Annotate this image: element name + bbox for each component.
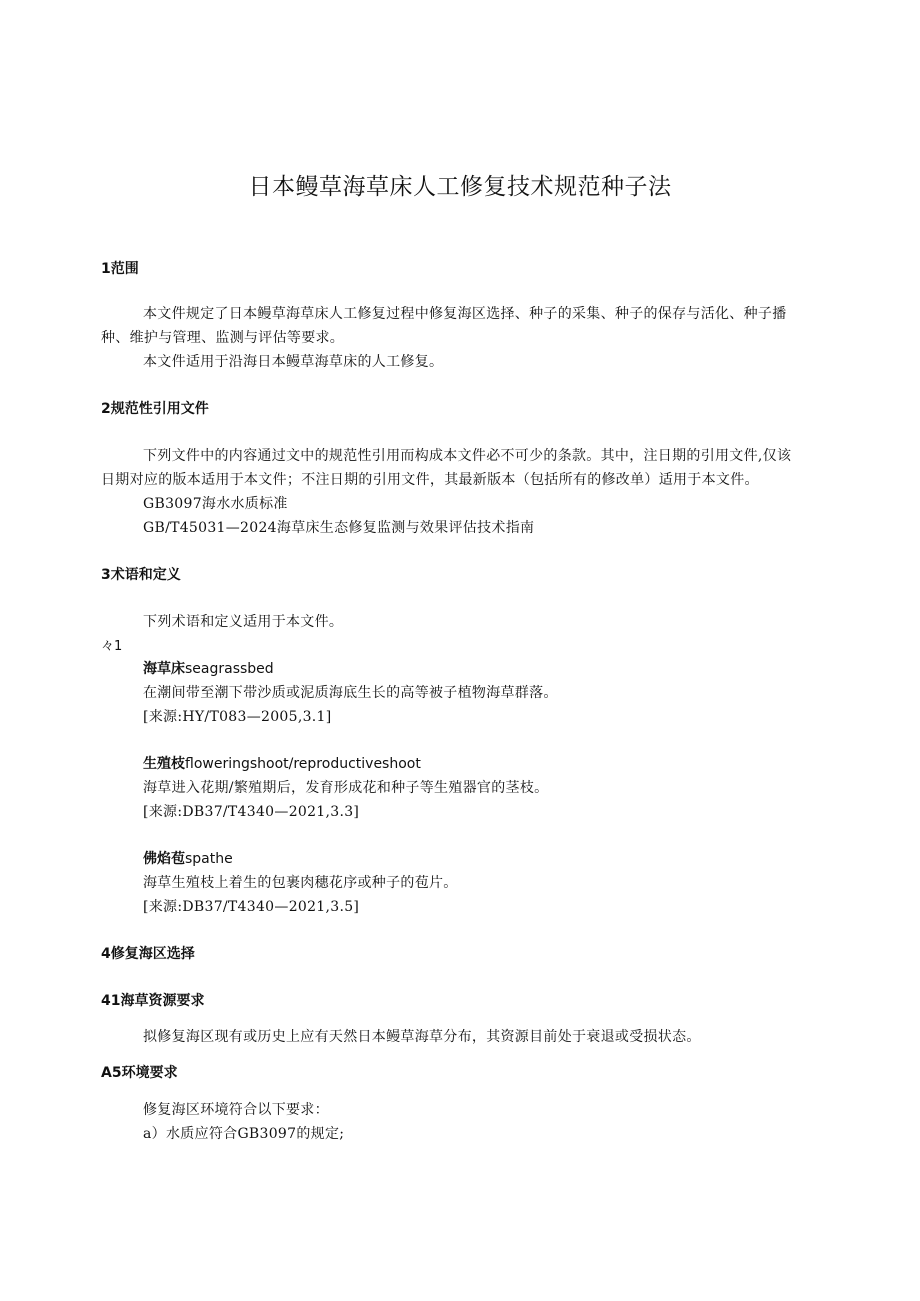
term-definition: 海草生殖枝上着生的包裹肉穗花序或种子的苞片。 [143,875,458,891]
term-en: seagrassbed [185,661,274,677]
normative-paragraph-line2: 日期对应的版本适用于本文件；不注日期的引用文件，其最新版本（包括所有的修改单）适用于本文件。 [101,472,759,488]
term-source: [来源:HY/T083—2005,3.1] [143,709,332,725]
term-source: [来源:DB37/T4340—2021,3.3] [143,804,360,820]
terms-intro: 下列术语和定义适用于本文件。 [143,614,344,630]
term-title [143,658,274,678]
terms-marker: 々1 [101,639,123,654]
term-title [143,753,421,773]
term-source: [来源:DB37/T4340—2021,3.5] [143,899,360,915]
environment-item-a: a）水质应符合GB3097的规定; [143,1126,345,1142]
section-heading-normative: 2规范性引用文件 [101,401,209,417]
subsection-heading-environment: A5环境要求 [101,1065,178,1081]
scope-paragraph-2: 本文件适用于沿海日本鳗草海草床的人工修复。 [143,354,444,370]
normative-ref-2: GB/T45031—2024海草床生态修复监测与效果评估技术指南 [143,520,535,536]
document-title: 日本鳗草海草床人工修复技术规范种子法 [248,174,672,200]
section-heading-terms: 3术语和定义 [101,567,181,583]
term-zh: 海草床 [143,661,185,677]
subsection-heading-resources: 41海草资源要求 [101,993,205,1009]
scope-paragraph-line2: 种、维护与管理、监测与评估等要求。 [101,330,345,346]
term-en: floweringshoot/reproductiveshoot [185,756,421,772]
term-zh: 生殖枝 [143,756,185,772]
term-title [143,848,233,868]
section-heading-selection: 4修复海区选择 [101,946,195,962]
normative-ref-1: GB3097海水水质标准 [143,496,288,512]
resources-paragraph: 拟修复海区现有或历史上应有天然日本鳗草海草分布，其资源目前处于衰退或受损状态。 [143,1029,701,1045]
normative-paragraph-line1: 下列文件中的内容通过文中的规范性引用而构成本文件必不可少的条款。其中，注日期的引用文件,仅该 [143,448,792,464]
term-definition: 在潮间带至潮下带沙质或泥质海底生长的高等被子植物海草群落。 [143,685,558,701]
scope-paragraph-line1: 本文件规定了日本鳗草海草床人工修复过程中修复海区选择、种子的采集、种子的保存与活化、种子播 [143,306,787,322]
term-definition: 海草进入花期/繁殖期后，发育形成花和种子等生殖器官的茎枝。 [143,780,549,796]
term-en: spathe [185,851,233,867]
term-zh: 佛焰苞 [143,851,185,867]
environment-intro: 修复海区环境符合以下要求： [143,1102,329,1118]
section-heading-scope: 1范围 [101,261,139,277]
